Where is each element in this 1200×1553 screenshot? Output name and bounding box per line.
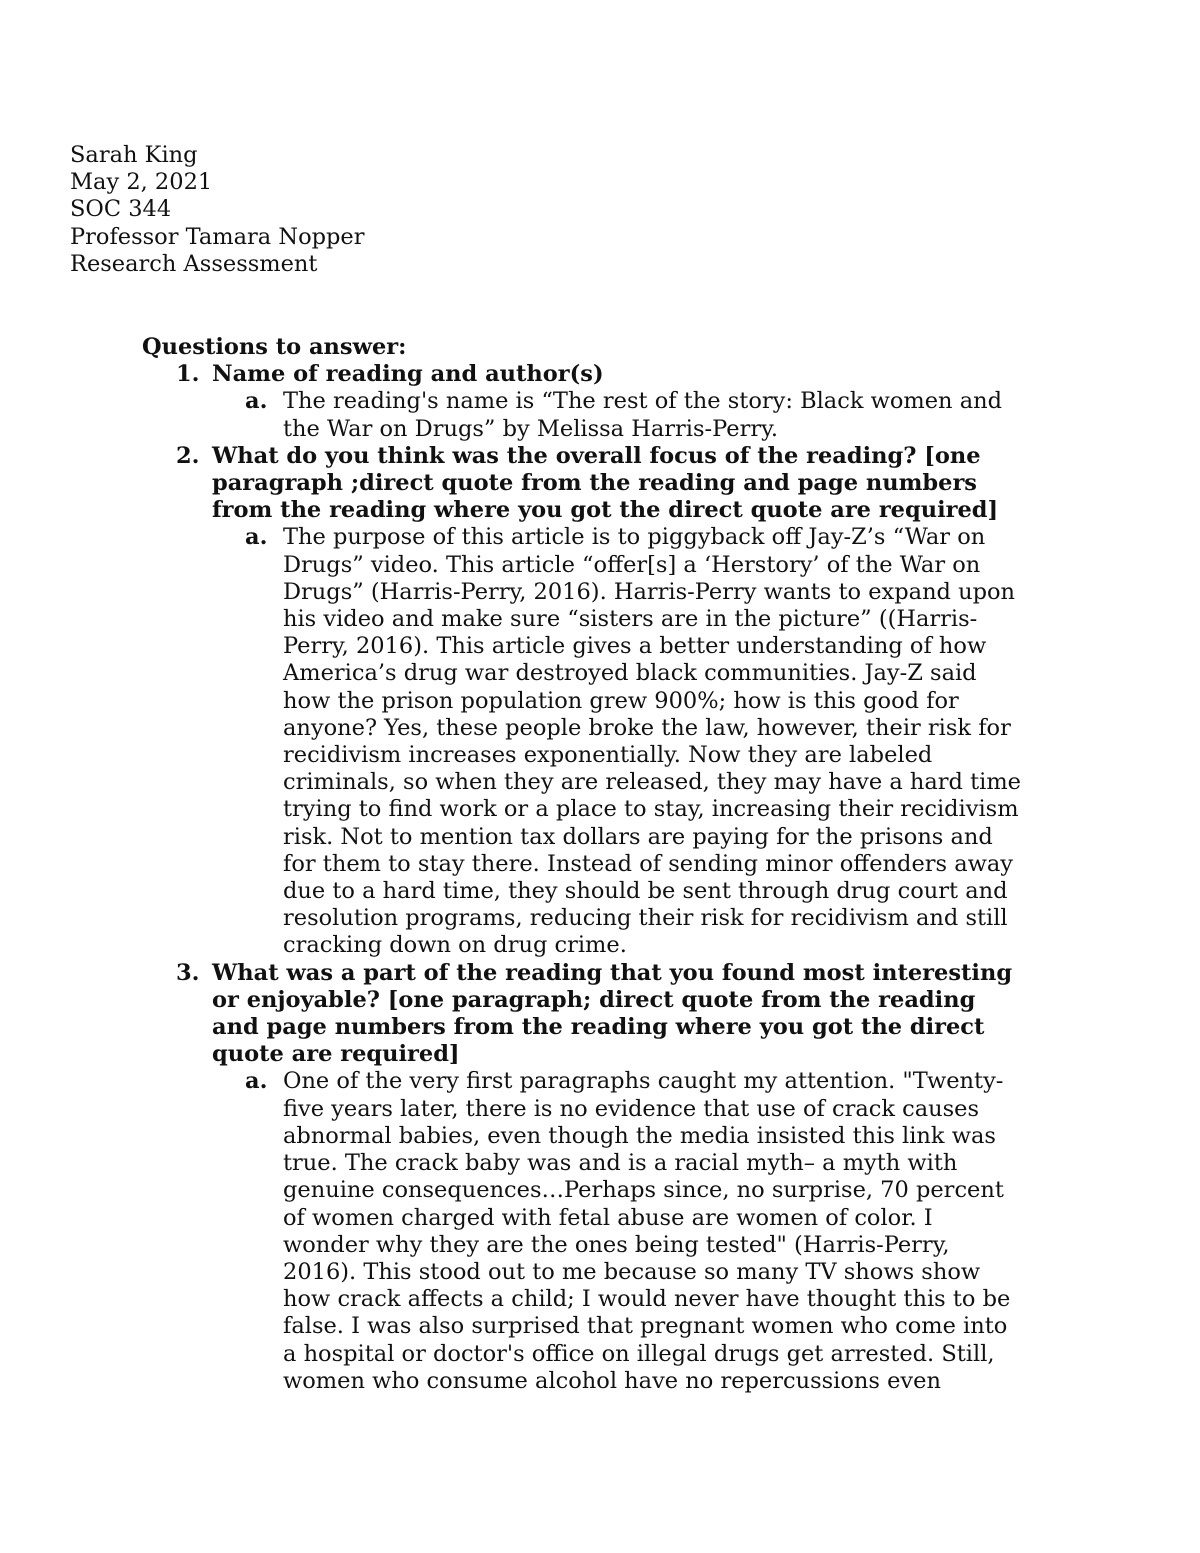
answer-line: wonder why they are the ones being tested" (Harris-Perry,: [283, 1231, 950, 1258]
question-line: and page numbers from the reading where you got the direct: [212, 1014, 985, 1041]
question-line: quote are required]: [212, 1041, 460, 1068]
answer-text: [213, 524, 1062, 959]
question-item: [142, 960, 1062, 1395]
answer-line: The reading's name is “The rest of the story: Black women and: [283, 388, 1003, 415]
question-list: [142, 361, 1062, 1395]
answer-line: how the prison population grew 900%; how is this good for: [283, 687, 959, 714]
answer-line: trying to find work or a place to stay, increasing their recidivism: [283, 796, 1019, 823]
answer-line: Drugs” (Harris-Perry, 2016). Harris-Perry wants to expand upon: [283, 578, 1016, 605]
professor-name: Professor Tamara Nopper: [70, 223, 365, 250]
answer-line: One of the very first paragraphs caught my attention. "Twenty-: [283, 1068, 1004, 1095]
question-number: 3.: [176, 959, 200, 986]
answer-line: cracking down on drug crime.: [283, 932, 627, 959]
answer-line: his video and make sure “sisters are in the picture” ((Harris-: [283, 606, 978, 633]
document-header: [70, 142, 970, 278]
answer-line: The purpose of this article is to piggyback off Jay-Z’s “War on: [283, 524, 986, 551]
answer-line: for them to stay there. Instead of sending minor offenders away: [283, 850, 1014, 877]
answer-line: recidivism increases exponentially. Now they are labeled: [283, 742, 933, 769]
question-text: [212, 960, 1062, 1069]
answer-letter: a.: [245, 388, 268, 415]
answer-line: criminals, so when they are released, they may have a hard time: [283, 769, 1021, 796]
question-line: from the reading where you got the direct quote are required]: [212, 497, 999, 524]
questions-heading: Questions to answer:: [142, 334, 407, 360]
question-number: 1.: [176, 361, 200, 388]
answer-line: of women charged with fetal abuse are women of color. I: [283, 1204, 933, 1231]
answer-line: the War on Drugs” by Melissa Harris-Perry.: [283, 415, 778, 442]
course-code: SOC 344: [70, 196, 172, 223]
answer-line: 2016). This stood out to me because so many TV shows show: [283, 1258, 981, 1285]
answer-line: women who consume alcohol have no repercussions even: [283, 1367, 941, 1394]
questions-section: [142, 334, 1062, 1395]
question-text: [212, 443, 1062, 525]
answer-text: [213, 388, 1062, 442]
answer-letter: a.: [245, 1068, 268, 1095]
answer-line: due to a hard time, they should be sent through drug court and: [283, 878, 1008, 905]
answer-line: false. I was also surprised that pregnant women who come into: [283, 1313, 1008, 1340]
answer-line: Perry, 2016). This article gives a better understanding of how: [283, 633, 987, 660]
answer-line: true. The crack baby was and is a racial myth– a myth with: [283, 1150, 958, 1177]
question-line: Name of reading and author(s): [212, 361, 604, 388]
answer-line: how crack affects a child; I would never have thought this to be: [283, 1286, 1011, 1313]
answer-line: America’s drug war destroyed black communities. Jay-Z said: [283, 660, 977, 687]
answer-line: risk. Not to mention tax dollars are paying for the prisons and: [283, 823, 993, 850]
question-text: [212, 361, 1062, 388]
assignment-title: Research Assessment: [70, 250, 318, 277]
answer-item: [142, 388, 1062, 442]
question-item: [142, 443, 1062, 960]
question-line: What was a part of the reading that you found most interesting: [212, 959, 1013, 986]
answer-line: Drugs” video. This article “offer[s] a ‘Herstory’ of the War on: [283, 551, 981, 578]
answer-text: [213, 1068, 1062, 1394]
answer-line: abnormal babies, even though the media insisted this link was: [283, 1122, 996, 1149]
answer-line: five years later, there is no evidence that use of crack causes: [283, 1095, 980, 1122]
answer-line: resolution programs, reducing their risk for recidivism and still: [283, 905, 1008, 932]
question-number: 2.: [176, 442, 200, 469]
question-line: or enjoyable? [one paragraph; direct quote from the reading: [212, 986, 976, 1013]
answer-line: a hospital or doctor's office on illegal drugs get arrested. Still,: [283, 1340, 995, 1367]
answer-line: genuine consequences…Perhaps since, no surprise, 70 percent: [283, 1177, 1004, 1204]
question-line: paragraph ;direct quote from the reading and page numbers: [212, 470, 977, 497]
answer-item: [142, 1068, 1062, 1394]
answer-item: [142, 524, 1062, 959]
question-line: What do you think was the overall focus of the reading? [one: [212, 442, 981, 469]
question-item: [142, 361, 1062, 443]
student-name: Sarah King: [70, 142, 198, 168]
submission-date: May 2, 2021: [70, 169, 213, 196]
answer-line: anyone? Yes, these people broke the law, however, their risk for: [283, 714, 1011, 741]
answer-letter: a.: [245, 524, 268, 551]
